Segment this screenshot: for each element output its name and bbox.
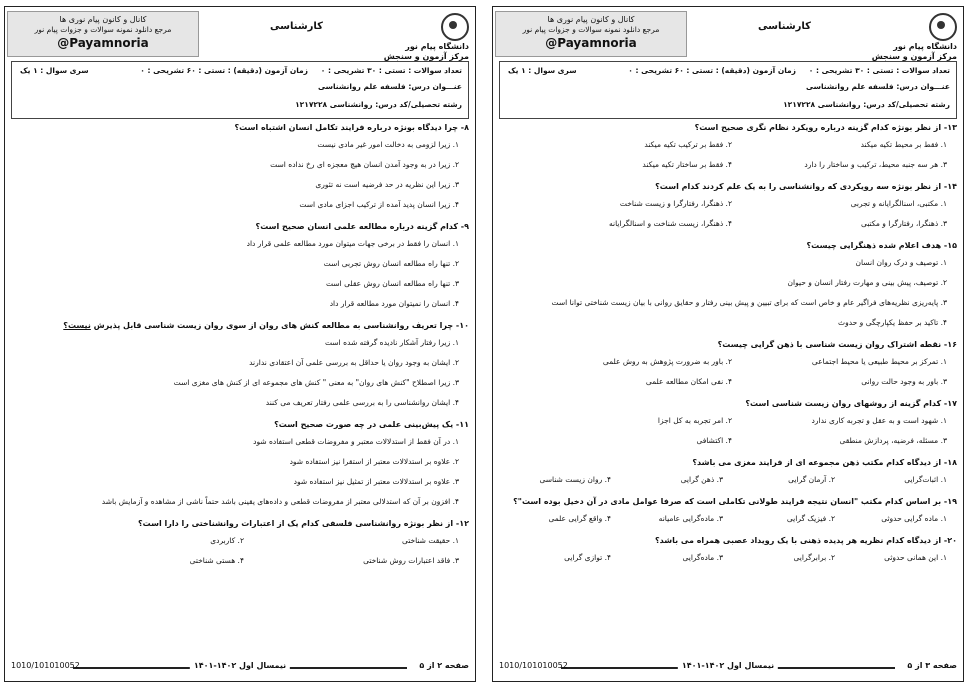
answer-option: ۲. توصیف، پیش بینی و مهارت رفتار انسان و حیوان xyxy=(787,278,947,287)
question-text: ۱۳- از نظر بونژه کدام گزینه درباره رویکرد نظام نگری صحیح است؟ xyxy=(694,123,957,132)
question-item xyxy=(499,338,957,392)
banner-handle: @Payamnoria xyxy=(545,36,637,50)
university-name: دانشگاه پیام نور xyxy=(893,41,957,51)
answer-option: ۴. واقع گرایی علمی xyxy=(548,514,611,523)
center-name: مرکز آزمون و سنجش xyxy=(383,51,469,61)
answer-option: ۲. کاربردی xyxy=(210,536,244,545)
answer-option: ۱. این همانی حدوثی xyxy=(884,553,947,562)
exam-time: زمان آزمون (دقیقه) : تستی : ۶۰ تشریحی : ۰ xyxy=(140,66,308,75)
options-grid xyxy=(499,548,957,568)
answer-option: ۳. ذهن گرایی xyxy=(680,475,723,484)
question-emphasis: نیست؟ xyxy=(63,321,91,330)
question-text: ۱۹- بر اساس کدام مکتب "انسان نتیجه فرایند طولانی تکاملی است که صرفا عوامل مادی در آن دخیل بوده است"؟ xyxy=(513,497,957,506)
answer-option: ۳. پایه‌ریزی نظریه‌های فراگیر عام و خاص است که برای تبیین و پیش بینی رفتار و حقایق روانی با بیان زیست شناختی توانا است xyxy=(551,298,947,307)
question-text: ۱۲- از نظر بونژه روانشناسی فلسفی کدام یک از اعتبارات روانشناختی را دارا است؟ xyxy=(138,519,469,528)
question-text: ۱۷- کدام گزینه از روشهای روان زیست شناسی است؟ xyxy=(745,399,957,408)
answer-option: ۴. توازی گرایی xyxy=(564,553,611,562)
answer-option: ۲. زیرا در به وجود آمدن انسان هیچ معجزه ای رخ نداده است xyxy=(270,160,459,169)
question-text: ۱۵- هدف اعلام شده ذهنگرایی چیست؟ xyxy=(806,241,957,250)
question-item xyxy=(11,220,469,314)
answer-option: ۱. مکتبی، اسنالگرایانه و تجربی xyxy=(850,199,947,208)
question-text: ۲۰- از دیدگاه کدام نظریه هر پدیده ذهنی با یک رویداد عصبی همراه می باشد؟ xyxy=(654,536,957,545)
banner-line2: مرجع دانلود نمونه سوالات و جزوات پیام نور xyxy=(522,25,660,34)
answer-option: ۳. ماده‌گرایی xyxy=(682,553,723,562)
answer-option: ۳. ذهنگرا، رفتارگرا و مکتبی xyxy=(860,219,947,228)
question-text: ۱۸- از دیدگاه کدام مکتب ذهن مجموعه ای از فرایند مغزی می باشد؟ xyxy=(692,458,957,467)
answer-option: ۴. نفی امکان مطالعه علمی xyxy=(645,377,732,386)
answer-option: ۱. فقط بر محیط تکیه میکند xyxy=(860,140,947,149)
center-name: مرکز آزمون و سنجش xyxy=(871,51,957,61)
answer-option: ۱. در آن فقط از استدلالات معتبر و مفروضات قطعی استفاده شود xyxy=(253,437,459,446)
answer-option: ۲. فیزیک گرایی xyxy=(786,514,835,523)
page-header xyxy=(493,7,963,59)
question-item xyxy=(499,495,957,529)
answer-option: ۲. امر تجربه به کل اجزا xyxy=(657,416,732,425)
university-logo xyxy=(853,13,957,61)
answer-option: ۲. باور به ضرورت پژوهش به روش علمی xyxy=(602,357,732,366)
answer-option: ۱. شهود است و به عقل و تجربه کاری ندارد xyxy=(811,416,947,425)
answer-option: ۱. زیرا رفتار آشکار نادیده گرفته شده است xyxy=(325,338,459,347)
exam-code: 1010/101010052 xyxy=(499,661,568,670)
degree-level: کارشناسی xyxy=(758,21,811,32)
answer-option: ۱. تمرکز بر محیط طبیعی یا محیط اجتماعی xyxy=(811,357,947,366)
question-item xyxy=(11,418,469,512)
options-grid xyxy=(499,194,957,234)
page-header xyxy=(5,7,475,59)
questions-list xyxy=(11,121,469,576)
course-title: عنـــوان درس: فلسفه علم روانشناسی xyxy=(806,82,950,91)
banner-line2: مرجع دانلود نمونه سوالات و جزوات پیام نور xyxy=(34,25,172,34)
exam-page-left xyxy=(4,6,476,682)
question-text: ۱۴- از نظر بونژه سه رویکردی که روانشناسی را به یک علم کردند کدام است؟ xyxy=(655,182,957,191)
question-series: سری سوال : ۱ یک xyxy=(20,66,89,75)
course-title: عنـــوان درس: فلسفه علم روانشناسی xyxy=(318,82,462,91)
answer-option: ۲. ایشان به وجود روان یا حداقل به بررسی علمی آن اعتقادی ندارند xyxy=(249,358,459,367)
answer-option: ۲. ذهنگرا، رفتارگرا و زیست شناخت xyxy=(619,199,732,208)
degree-level: کارشناسی xyxy=(270,21,323,32)
answer-option: ۱. حقیقت شناختی xyxy=(401,536,459,545)
answer-option: ۴. اکتشافی xyxy=(696,436,732,445)
answer-option: ۴. هستی شناختی xyxy=(189,556,244,565)
university-emblem-icon xyxy=(929,13,957,41)
answer-option: ۲. علاوه بر استدلالات معتبر از استقرا نیز استفاده شود xyxy=(289,457,459,466)
answer-option: ۴. تاکید بر حفظ یکپارچگی و حدوث xyxy=(838,318,947,327)
answer-option: ۳. زیرا این نظریه در حد فرضیه است نه تئوری xyxy=(315,180,459,189)
answer-option: ۴. افزون بر آن که استدلالی معتبر از مفروضات قطعی و داده‌های یقینی باشد حتماً ناشی از مشاهده و آزمایش باشد xyxy=(101,497,459,506)
answer-option: ۳. فاقد اعتبارات روش شناختی xyxy=(363,556,459,565)
question-item xyxy=(499,397,957,451)
answer-option: ۱. انسان را فقط در برخی جهات میتوان مورد مطالعه علمی قرار داد xyxy=(246,239,459,248)
options-grid xyxy=(499,470,957,490)
answer-option: ۱. اثبات‌گرایی xyxy=(904,475,947,484)
options-grid xyxy=(11,531,469,571)
banner-line1: کانال و کانون پیام نوری ها xyxy=(547,15,635,24)
channel-banner xyxy=(495,11,687,57)
answer-option: ۱. ماده گرایی حدوثی xyxy=(881,514,947,523)
page-number: صفحه ۳ از ۵ xyxy=(907,661,957,670)
answer-option: ۴. زیرا انسان پدید آمده از ترکیب اجزای مادی است xyxy=(299,200,459,209)
field-code: رشته تحصیلی/کد درس: روانشناسی ۱۲۱۷۲۲۸ xyxy=(783,100,950,109)
answer-option: ۴. فقط بر ساختار تکیه میکند xyxy=(642,160,732,169)
question-text: ۸- چرا دیدگاه بونژه درباره فرایند تکامل انسان اشتباه است؟ xyxy=(234,123,469,132)
answer-option: ۳. تنها راه مطالعه انسان روش عقلی است xyxy=(326,279,459,288)
answer-option: ۱. توصیف و درک روان انسان xyxy=(855,258,947,267)
question-item xyxy=(499,534,957,568)
question-series: سری سوال : ۱ یک xyxy=(508,66,577,75)
question-counts: تعداد سوالات : تستی : ۳۰ تشریحی : ۰ xyxy=(808,66,950,75)
answer-option: ۴. روان زیست شناسی xyxy=(539,475,611,484)
question-item xyxy=(11,121,469,215)
options-grid xyxy=(499,135,957,175)
question-text: ۱۰- چرا تعریف روانشناسی به مطالعه کنش های روان از سوی روان زیست شناسی قابل پذیرش نیست؟ xyxy=(63,321,469,330)
question-item xyxy=(499,180,957,234)
page-footer xyxy=(497,661,959,675)
answer-option: ۱. زیرا لزومی به دخالت امور غیر مادی نیست xyxy=(317,140,459,149)
banner-handle: @Payamnoria xyxy=(57,36,149,50)
exam-info-box xyxy=(11,61,469,119)
questions-list xyxy=(499,121,957,573)
question-text: ۱۶- نقطه اشتراک روان زیست شناسی با ذهن گرایی چیست؟ xyxy=(717,340,957,349)
channel-banner xyxy=(7,11,199,57)
university-name: دانشگاه پیام نور xyxy=(405,41,469,51)
term-label: نیمسال اول ۱۴۰۲-۱۴۰۱ xyxy=(190,661,290,670)
question-item xyxy=(499,121,957,175)
question-text: ۹- کدام گزینه درباره مطالعه علمی انسان صحیح است؟ xyxy=(255,222,469,231)
options-grid xyxy=(499,411,957,451)
answer-option: ۴. ذهنگرا، زیست شناخت و اسنالگرایانه xyxy=(609,219,732,228)
answer-option: ۲. برابرگرایی xyxy=(793,553,835,562)
answer-option: ۳. هر سه جنبه محیط، ترکیب و ساختار را دارد xyxy=(804,160,947,169)
term-label: نیمسال اول ۱۴۰۲-۱۴۰۱ xyxy=(678,661,778,670)
answer-option: ۳. ماده‌گرایی عامیانه xyxy=(658,514,723,523)
university-emblem-icon xyxy=(441,13,469,41)
answer-option: ۴. انسان را نمیتوان مورد مطالعه قرار داد xyxy=(329,299,459,308)
answer-option: ۲. آرمان گرایی xyxy=(788,475,835,484)
answer-option: ۳. علاوه بر استدلالات معتبر از تمثیل نیز استفاده شود xyxy=(293,477,459,486)
banner-line1: کانال و کانون پیام نوری ها xyxy=(59,15,147,24)
question-text: ۱۱- یک پیش‌بینی علمی در چه صورت صحیح است؟ xyxy=(274,420,469,429)
answer-option: ۳. مسئله، فرضیه، پردازش منطقی xyxy=(839,436,947,445)
question-item xyxy=(499,239,957,333)
question-item xyxy=(11,319,469,413)
answer-option: ۲. تنها راه مطالعه انسان روش تجربی است xyxy=(323,259,459,268)
options-grid xyxy=(499,352,957,392)
question-counts: تعداد سوالات : تستی : ۳۰ تشریحی : ۰ xyxy=(320,66,462,75)
page-footer xyxy=(9,661,471,675)
answer-option: ۳. زیرا اصطلاح "کنش های روان" به معنی " کنش های مجموعه ای از کنش های مغزی است xyxy=(173,378,459,387)
university-logo xyxy=(365,13,469,61)
exam-page-right xyxy=(492,6,964,682)
answer-option: ۲. فقط بر ترکیب تکیه میکند xyxy=(644,140,732,149)
exam-info-box xyxy=(499,61,957,119)
answer-option: ۳. باور به وجود حالت روانی xyxy=(861,377,947,386)
question-item xyxy=(11,517,469,571)
question-item xyxy=(499,456,957,490)
answer-option: ۴. ایشان روانشناسی را به بررسی علمی رفتار تعریف می کنند xyxy=(265,398,459,407)
options-grid xyxy=(499,509,957,529)
exam-code: 1010/101010052 xyxy=(11,661,80,670)
field-code: رشته تحصیلی/کد درس: روانشناسی ۱۲۱۷۲۲۸ xyxy=(295,100,462,109)
page-number: صفحه ۲ از ۵ xyxy=(419,661,469,670)
exam-time: زمان آزمون (دقیقه) : تستی : ۶۰ تشریحی : ۰ xyxy=(628,66,796,75)
